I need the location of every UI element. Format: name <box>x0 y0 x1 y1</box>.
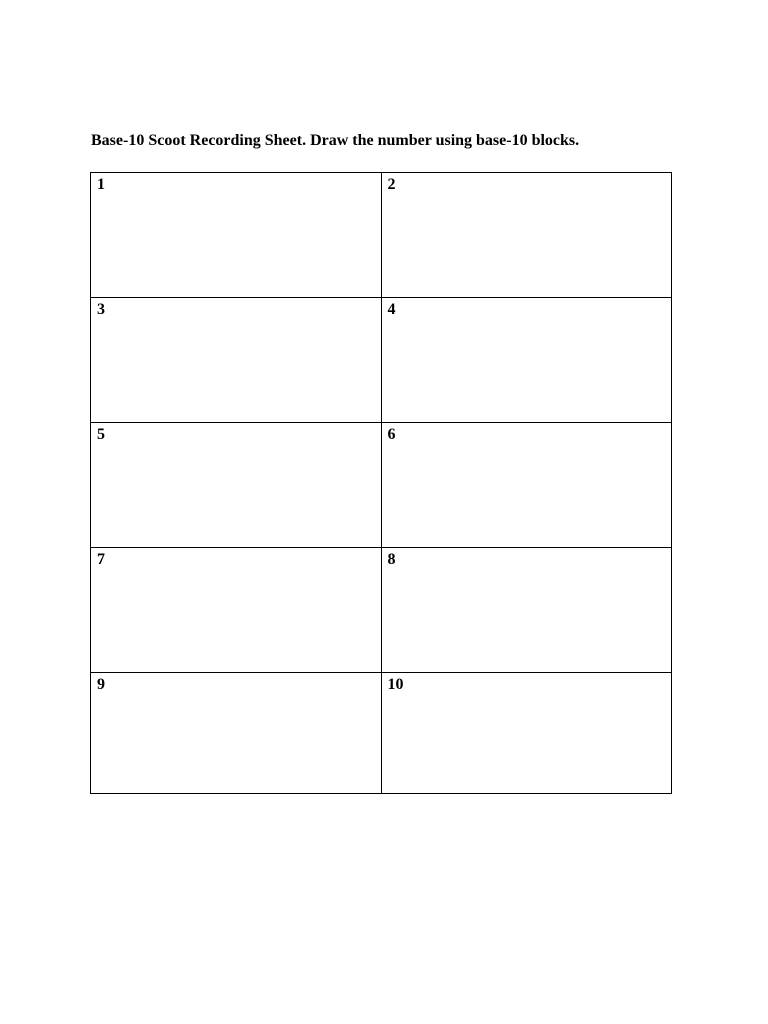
recording-grid <box>90 172 672 794</box>
answer-box-8[interactable] <box>381 547 672 672</box>
grid-row <box>91 173 672 298</box>
sheet-title: Base-10 Scoot Recording Sheet. Draw the number using base-10 blocks. <box>91 132 580 149</box>
box-number: 1 <box>97 176 105 193</box>
answer-box-7[interactable] <box>91 547 382 672</box>
box-number: 9 <box>97 675 105 693</box>
answer-box-10[interactable] <box>381 672 672 793</box>
answer-box-6[interactable] <box>381 423 672 547</box>
grid-row <box>91 547 672 672</box>
box-number: 2 <box>387 176 396 193</box>
answer-box-1[interactable] <box>91 173 382 298</box>
answer-box-9[interactable] <box>91 672 382 793</box>
box-number: 10 <box>387 675 404 693</box>
box-number: 5 <box>97 426 105 444</box>
answer-box-5[interactable] <box>91 423 382 547</box>
box-number: 4 <box>387 301 396 319</box>
box-number: 7 <box>97 550 105 568</box>
grid-row <box>91 298 672 423</box>
answer-box-3[interactable] <box>91 298 382 423</box>
grid-row <box>91 672 672 793</box>
box-number: 8 <box>387 550 396 568</box>
grid-row <box>91 423 672 547</box>
box-number: 6 <box>387 426 396 444</box>
answer-box-4[interactable] <box>381 298 672 423</box>
answer-box-2[interactable] <box>381 173 672 298</box>
box-number: 3 <box>97 301 105 319</box>
